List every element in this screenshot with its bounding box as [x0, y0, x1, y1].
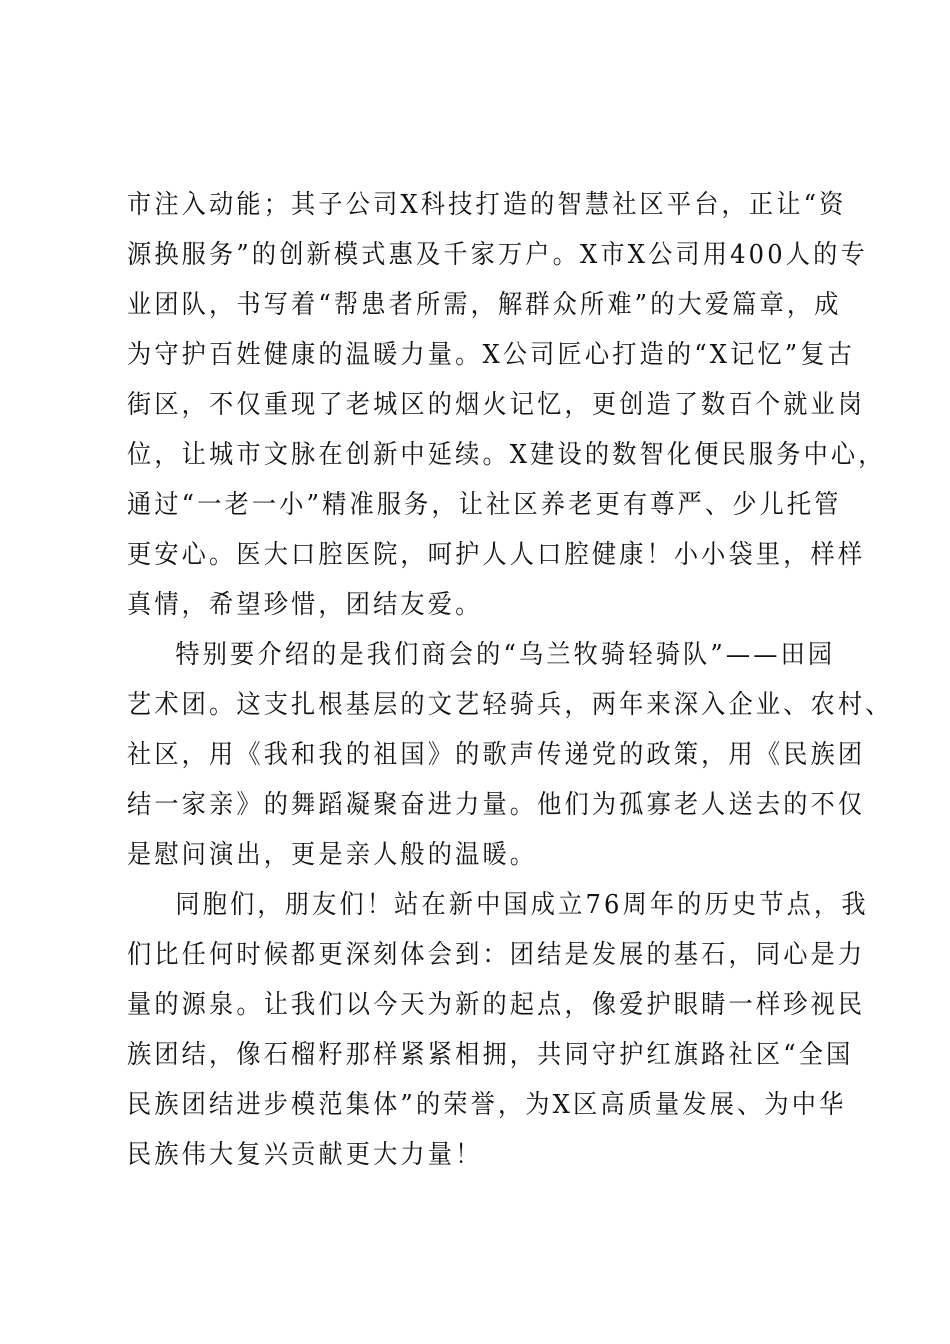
- paragraph-1: [127, 180, 886, 630]
- paragraph-2: [127, 630, 893, 880]
- text-line: 更安心。医大口腔医院，呵护人人口腔健康！小小袋里，样样: [127, 540, 866, 570]
- text-line: 结一家亲》的舞蹈凝聚奋进力量。他们为孤寡老人送去的不仅: [127, 790, 866, 820]
- paragraph-3: [127, 880, 869, 1180]
- text-line: 们比任何时候都更深刻体会到：团结是发展的基石，同心是力: [127, 940, 866, 970]
- text-line-indented: 同胞们，朋友们！站在新中国成立76周年的历史节点，我: [175, 890, 869, 920]
- text-line: 街区，不仅重现了老城区的烟火记忆，更创造了数百个就业岗: [127, 390, 866, 420]
- text-line: 业团队，书写着“帮患者所需，解群众所难”的大爱篇章，成: [127, 290, 842, 320]
- text-line: 真情，希望珍惜，团结友爱。: [127, 590, 483, 620]
- text-line: 民族团结进步模范集体”的荣誉，为X区高质量发展、为中华: [127, 1090, 847, 1120]
- text-line: 位，让城市文脉在创新中延续。X建设的数智化便民服务中心，: [127, 440, 886, 470]
- text-line: 通过“一老一小”精准服务，让社区养老更有尊严、少儿托管: [127, 490, 842, 520]
- text-line: 量的源泉。让我们以今天为新的起点，像爱护眼睛一样珍视民: [127, 990, 866, 1020]
- text-line: 源换服务”的创新模式惠及千家万户。X市X公司用400人的专: [127, 240, 868, 270]
- text-line: 族团结，像石榴籽那样紧紧相拥，共同守护红旗路社区“全国: [127, 1040, 854, 1070]
- text-line: 社区，用《我和我的祖国》的歌声传递党的政策，用《民族团: [127, 740, 866, 770]
- document-body: [127, 180, 893, 1180]
- text-line: 为守护百姓健康的温暖力量。X公司匠心打造的“X记忆”复古: [127, 340, 856, 370]
- text-line: 艺术团。这支扎根基层的文艺轻骑兵，两年来深入企业、农村、: [127, 690, 893, 720]
- text-line: 市注入动能；其子公司X科技打造的智慧社区平台，正让“资: [127, 190, 847, 220]
- text-line: 民族伟大复兴贡献更大力量！: [127, 1140, 483, 1170]
- text-line: 是慰问演出，更是亲人般的温暖。: [127, 840, 538, 870]
- text-line-indented: 特别要介绍的是我们商会的“乌兰牧骑轻骑队”——田园: [175, 640, 836, 670]
